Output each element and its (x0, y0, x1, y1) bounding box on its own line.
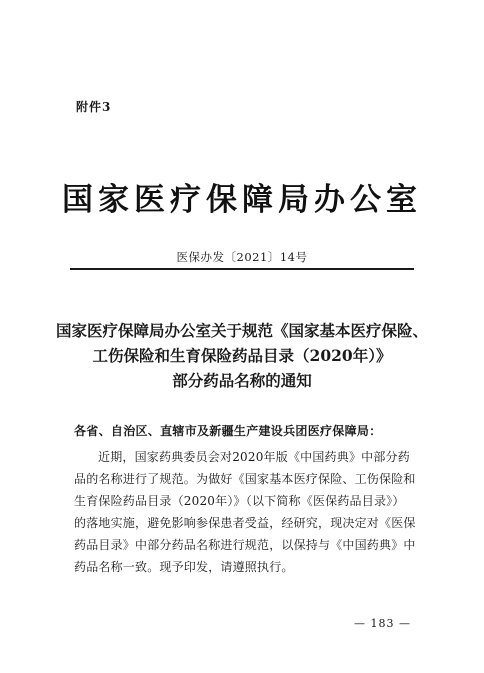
title-line: 部分药品名称的通知 (172, 371, 312, 390)
document-number: 医保办发〔2021〕14号 (176, 250, 308, 264)
title-line: 工伤保险和生育保险药品目录（2020年）》 (92, 346, 392, 365)
notice-body (74, 446, 420, 578)
notice-title (40, 318, 444, 393)
body-line: 生育保险药品目录（2020年）》（以下简称《医保药品目录》） (74, 494, 405, 508)
page-number: — 183 — (354, 617, 411, 630)
body-line: 的落地实施，避免影响参保患者受益，经研究，现决定对《医保 (74, 516, 416, 530)
attachment-label: 附件3 (76, 100, 112, 114)
header-divider (70, 268, 414, 270)
title-line: 国家医疗保障局办公室关于规范《国家基本医疗保险、 (55, 321, 428, 340)
body-line: 药品名称一致。现予印发，请遵照执行。 (74, 560, 294, 574)
agency-header: 国家医疗保障局办公室 (62, 182, 422, 218)
body-line: 近期，国家药典委员会对2020年版《中国药典》中部分药 (98, 450, 410, 464)
body-line: 药品目录》中部分药品名称进行规范，以保持与《中国药典》中 (74, 538, 416, 552)
body-line: 品的名称进行了规范。为做好《国家基本医疗保险、工伤保险和 (74, 472, 416, 486)
salutation: 各省、自治区、直辖市及新疆生产建设兵团医疗保障局： (74, 424, 382, 438)
